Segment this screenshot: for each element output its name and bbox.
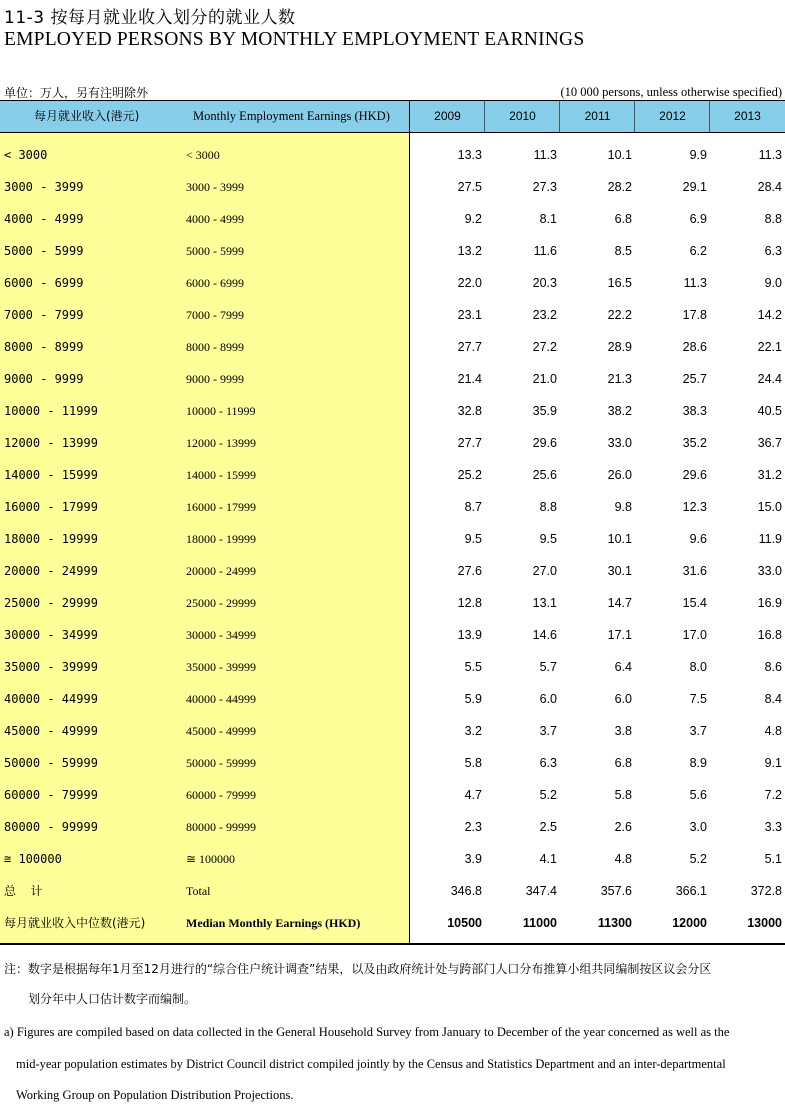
value-cell: 16.9 bbox=[757, 596, 782, 610]
value-cell: 11300 bbox=[597, 916, 632, 930]
table-row bbox=[0, 267, 785, 299]
value-cell: 372.8 bbox=[750, 884, 782, 898]
value-cell: 10500 bbox=[447, 916, 482, 930]
table-row bbox=[0, 651, 785, 683]
page-title-en: EMPLOYED PERSONS BY MONTHLY EMPLOYMENT EARNINGS bbox=[4, 29, 585, 50]
value-cell: 2.3 bbox=[464, 820, 482, 834]
value-cell: 6.0 bbox=[539, 692, 557, 706]
table-row bbox=[0, 843, 785, 875]
value-cell: 30.1 bbox=[607, 564, 632, 578]
earnings-band-en: 35000 - 39999 bbox=[186, 660, 256, 674]
page-title-cn: 11-3 按每月就业收入划分的就业人数 bbox=[4, 8, 296, 28]
earnings-band-cn: 16000 - 17999 bbox=[4, 500, 98, 514]
header-earnings-en: Monthly Employment Earnings (HKD) bbox=[193, 109, 390, 123]
value-cell: 13.2 bbox=[457, 244, 482, 258]
value-cell: 8.6 bbox=[764, 660, 782, 674]
value-cell: 33.0 bbox=[757, 564, 782, 578]
earnings-band-cn: < 3000 bbox=[4, 148, 48, 162]
table-row bbox=[0, 171, 785, 203]
value-cell: 27.2 bbox=[532, 340, 557, 354]
earnings-band-cn: 总 计 bbox=[4, 884, 43, 898]
value-cell: 28.2 bbox=[607, 180, 632, 194]
value-cell: 357.6 bbox=[600, 884, 632, 898]
table-row bbox=[0, 683, 785, 715]
value-cell: 13.1 bbox=[532, 596, 557, 610]
earnings-band-en: 30000 - 34999 bbox=[186, 628, 256, 642]
value-cell: 13000 bbox=[747, 916, 782, 930]
value-cell: 5.5 bbox=[464, 660, 482, 674]
value-cell: 27.3 bbox=[532, 180, 557, 194]
value-cell: 3.2 bbox=[464, 724, 482, 738]
earnings-band-en: 3000 - 3999 bbox=[186, 180, 244, 194]
value-cell: 27.7 bbox=[457, 436, 482, 450]
earnings-band-cn: 12000 - 13999 bbox=[4, 436, 98, 450]
table-row bbox=[0, 619, 785, 651]
value-cell: 28.4 bbox=[757, 180, 782, 194]
value-cell: 17.1 bbox=[607, 628, 632, 642]
value-cell: 4.1 bbox=[539, 852, 557, 866]
earnings-band-cn: 每月就业收入中位数(港元) bbox=[4, 916, 146, 930]
table-row bbox=[0, 555, 785, 587]
value-cell: 11.3 bbox=[683, 276, 707, 290]
value-cell: 6.4 bbox=[614, 660, 632, 674]
value-cell: 32.8 bbox=[457, 404, 482, 418]
footnote-en-line3: Working Group on Population Distribution Projections. bbox=[16, 1088, 294, 1102]
value-cell: 21.3 bbox=[607, 372, 632, 386]
value-cell: 3.8 bbox=[614, 724, 632, 738]
earnings-band-cn: 35000 - 39999 bbox=[4, 660, 98, 674]
value-cell: 366.1 bbox=[675, 884, 707, 898]
earnings-band-en: 40000 - 44999 bbox=[186, 692, 256, 706]
value-cell: 3.7 bbox=[689, 724, 707, 738]
earnings-band-en: 20000 - 24999 bbox=[186, 564, 256, 578]
value-cell: 6.8 bbox=[614, 756, 632, 770]
value-cell: 25.2 bbox=[457, 468, 482, 482]
value-cell: 7.5 bbox=[689, 692, 707, 706]
value-cell: 29.6 bbox=[682, 468, 707, 482]
value-cell: 4.7 bbox=[464, 788, 482, 802]
earnings-band-en: 4000 - 4999 bbox=[186, 212, 244, 226]
table-row bbox=[0, 523, 785, 555]
value-cell: 27.7 bbox=[457, 340, 482, 354]
earnings-band-cn: 20000 - 24999 bbox=[4, 564, 98, 578]
value-cell: 3.9 bbox=[464, 852, 482, 866]
table-row bbox=[0, 235, 785, 267]
value-cell: 5.8 bbox=[464, 756, 482, 770]
header-year: 2012 bbox=[634, 101, 710, 132]
value-cell: 4.8 bbox=[764, 724, 782, 738]
value-cell: 40.5 bbox=[757, 404, 782, 418]
value-cell: 11000 bbox=[522, 916, 557, 930]
earnings-band-cn: 50000 - 59999 bbox=[4, 756, 98, 770]
earnings-band-en: 6000 - 6999 bbox=[186, 276, 244, 290]
value-cell: 2.5 bbox=[539, 820, 557, 834]
value-cell: 14.7 bbox=[607, 596, 632, 610]
earnings-band-en: 16000 - 17999 bbox=[186, 500, 256, 514]
earnings-band-cn: 6000 - 6999 bbox=[4, 276, 84, 290]
footnote-en-line1: a) Figures are compiled based on data collected in the General Household Survey from January to December of the year concerned as well as the bbox=[4, 1025, 730, 1039]
header-year: 2009 bbox=[409, 101, 485, 132]
earnings-band-cn: ≅ 100000 bbox=[4, 852, 62, 866]
value-cell: 6.3 bbox=[539, 756, 557, 770]
value-cell: 11.6 bbox=[533, 244, 557, 258]
earnings-band-en: Median Monthly Earnings (HKD) bbox=[186, 916, 361, 930]
earnings-band-cn: 60000 - 79999 bbox=[4, 788, 98, 802]
earnings-band-en: 9000 - 9999 bbox=[186, 372, 244, 386]
value-cell: 5.7 bbox=[539, 660, 557, 674]
table-row bbox=[0, 811, 785, 843]
column-divider bbox=[409, 100, 410, 944]
value-cell: 12000 bbox=[672, 916, 707, 930]
value-cell: 21.0 bbox=[532, 372, 557, 386]
earnings-band-cn: 14000 - 15999 bbox=[4, 468, 98, 482]
value-cell: 16.8 bbox=[757, 628, 782, 642]
earnings-band-cn: 8000 - 8999 bbox=[4, 340, 84, 354]
table-row bbox=[0, 203, 785, 235]
value-cell: 22.2 bbox=[607, 308, 632, 322]
value-cell: 33.0 bbox=[607, 436, 632, 450]
earnings-band-en: 5000 - 5999 bbox=[186, 244, 244, 258]
value-cell: 14.2 bbox=[757, 308, 782, 322]
value-cell: 8.1 bbox=[539, 212, 557, 226]
value-cell: 20.3 bbox=[532, 276, 557, 290]
value-cell: 31.2 bbox=[757, 468, 782, 482]
unit-note-cn: 单位：万人，另有注明除外 bbox=[4, 86, 149, 100]
value-cell: 28.6 bbox=[682, 340, 707, 354]
value-cell: 6.0 bbox=[614, 692, 632, 706]
value-cell: 6.3 bbox=[764, 244, 782, 258]
value-cell: 5.9 bbox=[464, 692, 482, 706]
value-cell: 15.4 bbox=[682, 596, 707, 610]
value-cell: 38.2 bbox=[607, 404, 632, 418]
earnings-band-en: 7000 - 7999 bbox=[186, 308, 244, 322]
value-cell: 3.3 bbox=[764, 820, 782, 834]
value-cell: 9.5 bbox=[464, 532, 482, 546]
value-cell: 8.9 bbox=[689, 756, 707, 770]
value-cell: 8.7 bbox=[464, 500, 482, 514]
value-cell: 11.3 bbox=[533, 148, 557, 162]
earnings-band-cn: 4000 - 4999 bbox=[4, 212, 84, 226]
value-cell: 347.4 bbox=[525, 884, 557, 898]
table-row bbox=[0, 299, 785, 331]
earnings-band-cn: 7000 - 7999 bbox=[4, 308, 84, 322]
earnings-band-cn: 5000 - 5999 bbox=[4, 244, 84, 258]
value-cell: 15.0 bbox=[757, 500, 782, 514]
value-cell: 35.9 bbox=[532, 404, 557, 418]
table-row bbox=[0, 363, 785, 395]
value-cell: 6.2 bbox=[689, 244, 707, 258]
value-cell: 23.2 bbox=[532, 308, 557, 322]
earnings-band-cn: 9000 - 9999 bbox=[4, 372, 84, 386]
header-bottom-rule bbox=[0, 132, 785, 133]
value-cell: 11.9 bbox=[758, 532, 782, 546]
earnings-band-en: Total bbox=[186, 884, 211, 898]
header-year: 2013 bbox=[709, 101, 785, 132]
value-cell: 27.0 bbox=[532, 564, 557, 578]
value-cell: 5.1 bbox=[764, 852, 782, 866]
footnote-cn-line2: 划分年中人口估计数字而编制。 bbox=[28, 992, 197, 1006]
value-cell: 4.8 bbox=[614, 852, 632, 866]
table-row bbox=[0, 395, 785, 427]
value-cell: 13.9 bbox=[457, 628, 482, 642]
value-cell: 10.1 bbox=[607, 532, 632, 546]
value-cell: 9.9 bbox=[689, 148, 707, 162]
value-cell: 9.8 bbox=[614, 500, 632, 514]
unit-note-en: (10 000 persons, unless otherwise specified) bbox=[560, 85, 782, 99]
value-cell: 5.8 bbox=[614, 788, 632, 802]
earnings-band-en: 50000 - 59999 bbox=[186, 756, 256, 770]
value-cell: 8.8 bbox=[539, 500, 557, 514]
value-cell: 9.6 bbox=[689, 532, 707, 546]
earnings-band-cn: 40000 - 44999 bbox=[4, 692, 98, 706]
value-cell: 24.4 bbox=[757, 372, 782, 386]
value-cell: 346.8 bbox=[450, 884, 482, 898]
value-cell: 8.8 bbox=[764, 212, 782, 226]
earnings-band-en: 14000 - 15999 bbox=[186, 468, 256, 482]
table-row bbox=[0, 907, 785, 939]
earnings-band-cn: 10000 - 11999 bbox=[4, 404, 98, 418]
value-cell: 27.5 bbox=[457, 180, 482, 194]
earnings-band-en: 45000 - 49999 bbox=[186, 724, 256, 738]
value-cell: 14.6 bbox=[532, 628, 557, 642]
earnings-band-en: 25000 - 29999 bbox=[186, 596, 256, 610]
table-row bbox=[0, 715, 785, 747]
value-cell: 17.0 bbox=[682, 628, 707, 642]
value-cell: 29.1 bbox=[682, 180, 707, 194]
value-cell: 35.2 bbox=[682, 436, 707, 450]
table-header bbox=[0, 101, 785, 132]
value-cell: 5.2 bbox=[539, 788, 557, 802]
header-year: 2011 bbox=[559, 101, 635, 132]
value-cell: 12.8 bbox=[457, 596, 482, 610]
table-row bbox=[0, 875, 785, 907]
value-cell: 3.7 bbox=[539, 724, 557, 738]
earnings-band-cn: 25000 - 29999 bbox=[4, 596, 98, 610]
header-earnings-cn: 每月就业收入(港元) bbox=[34, 109, 140, 123]
value-cell: 8.5 bbox=[614, 244, 632, 258]
value-cell: 10.1 bbox=[607, 148, 632, 162]
table-row bbox=[0, 139, 785, 171]
table-bottom-rule bbox=[0, 943, 785, 945]
value-cell: 12.3 bbox=[682, 500, 707, 514]
value-cell: 25.7 bbox=[682, 372, 707, 386]
earnings-band-en: 80000 - 99999 bbox=[186, 820, 256, 834]
earnings-band-en: 10000 - 11999 bbox=[186, 404, 256, 418]
value-cell: 9.1 bbox=[764, 756, 782, 770]
value-cell: 36.7 bbox=[757, 436, 782, 450]
earnings-band-en: < 3000 bbox=[186, 148, 220, 162]
value-cell: 9.2 bbox=[464, 212, 482, 226]
value-cell: 5.2 bbox=[689, 852, 707, 866]
value-cell: 25.6 bbox=[532, 468, 557, 482]
value-cell: 8.4 bbox=[764, 692, 782, 706]
value-cell: 8.0 bbox=[689, 660, 707, 674]
earnings-band-en: 12000 - 13999 bbox=[186, 436, 256, 450]
value-cell: 3.0 bbox=[689, 820, 707, 834]
earnings-band-en: 8000 - 8999 bbox=[186, 340, 244, 354]
value-cell: 2.6 bbox=[614, 820, 632, 834]
earnings-band-cn: 30000 - 34999 bbox=[4, 628, 98, 642]
value-cell: 17.8 bbox=[682, 308, 707, 322]
earnings-band-en: ≅ 100000 bbox=[186, 852, 236, 866]
footnote-en-line2: mid-year population estimates by District Council district compiled jointly by the Census and Statistics Department and an inter-departmental bbox=[16, 1057, 726, 1071]
value-cell: 6.8 bbox=[614, 212, 632, 226]
value-cell: 13.3 bbox=[457, 148, 482, 162]
value-cell: 38.3 bbox=[682, 404, 707, 418]
footnote-cn-line1: 注：数字是根据每年1月至12月进行的“综合住户统计调查”结果，以及由政府统计处与跨部门人口分布推算小组共同编制按区议会分区 bbox=[4, 962, 712, 976]
earnings-band-en: 60000 - 79999 bbox=[186, 788, 256, 802]
value-cell: 6.9 bbox=[689, 212, 707, 226]
table-row bbox=[0, 427, 785, 459]
value-cell: 16.5 bbox=[607, 276, 632, 290]
value-cell: 22.0 bbox=[457, 276, 482, 290]
earnings-band-en: 18000 - 19999 bbox=[186, 532, 256, 546]
value-cell: 9.5 bbox=[539, 532, 557, 546]
earnings-band-cn: 45000 - 49999 bbox=[4, 724, 98, 738]
value-cell: 28.9 bbox=[607, 340, 632, 354]
table-row bbox=[0, 779, 785, 811]
table-row bbox=[0, 331, 785, 363]
earnings-band-cn: 3000 - 3999 bbox=[4, 180, 84, 194]
table-row bbox=[0, 587, 785, 619]
earnings-band-cn: 18000 - 19999 bbox=[4, 532, 98, 546]
value-cell: 27.6 bbox=[457, 564, 482, 578]
earnings-band-cn: 80000 - 99999 bbox=[4, 820, 98, 834]
value-cell: 22.1 bbox=[757, 340, 782, 354]
value-cell: 9.0 bbox=[764, 276, 782, 290]
value-cell: 26.0 bbox=[607, 468, 632, 482]
table-row bbox=[0, 491, 785, 523]
value-cell: 21.4 bbox=[457, 372, 482, 386]
value-cell: 7.2 bbox=[764, 788, 782, 802]
value-cell: 31.6 bbox=[682, 564, 707, 578]
value-cell: 5.6 bbox=[689, 788, 707, 802]
header-year: 2010 bbox=[484, 101, 560, 132]
table-row bbox=[0, 747, 785, 779]
value-cell: 29.6 bbox=[532, 436, 557, 450]
table-row bbox=[0, 459, 785, 491]
value-cell: 11.3 bbox=[758, 148, 782, 162]
value-cell: 23.1 bbox=[457, 308, 482, 322]
